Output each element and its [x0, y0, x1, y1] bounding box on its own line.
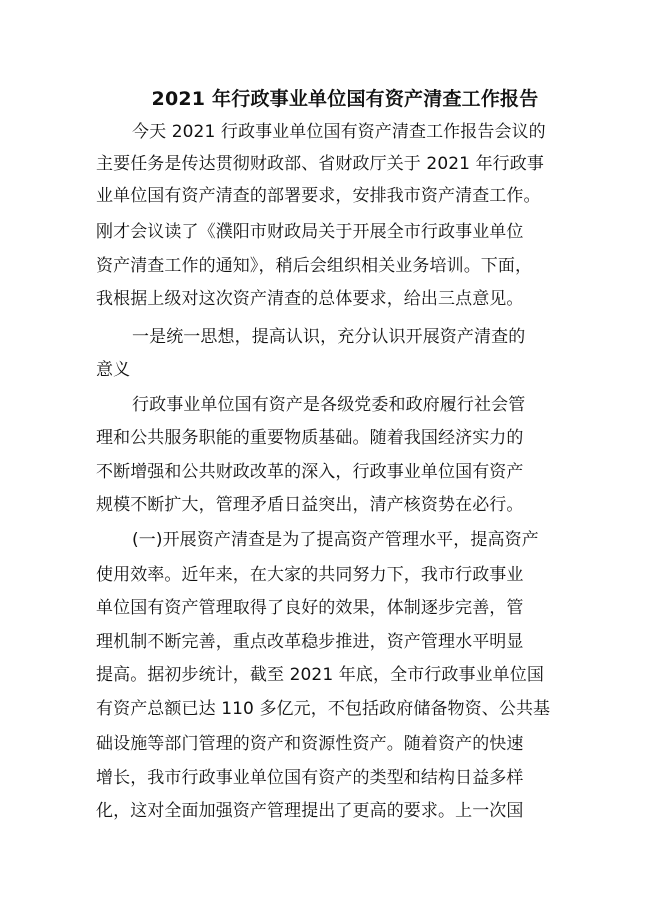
paragraph-line: 有资产总额已达 110 多亿元，不包括政府储备物资、公共基	[96, 699, 551, 719]
paragraph-line: 意义	[96, 360, 131, 380]
paragraph-line: 理和公共服务职能的重要物质基础。随着我国经济实力的	[96, 428, 524, 448]
paragraph-line: 础设施等部门管理的资产和资源性资产。随着资产的快速	[96, 734, 524, 754]
paragraph-line: 刚才会议读了《濮阳市财政局关于开展全市行政事业单位	[96, 222, 524, 242]
paragraph-line: 今天 2021 行政事业单位国有资产清查工作报告会议的	[132, 122, 546, 142]
paragraph-line: 增长，我市行政事业单位国有资产的类型和结构日益多样	[96, 768, 524, 788]
paragraph-line: 资产清查工作的通知》，稍后会组织相关业务培训。下面，	[96, 256, 533, 276]
paragraph-line: 主要任务是传达贯彻财政部、省财政厅关于 2021 年行政事	[96, 154, 544, 174]
paragraph-line: 行政事业单位国有资产是各级党委和政府履行社会管	[132, 395, 526, 415]
document-title: 2021 年行政事业单位国有资产清查工作报告	[151, 88, 539, 110]
paragraph-line: 一是统一思想，提高认识，充分认识开展资产清查的	[132, 327, 526, 347]
paragraph-line: (一)开展资产清查是为了提高资产管理水平，提高资产	[132, 530, 539, 550]
paragraph-line: 单位国有资产管理取得了良好的效果，体制逐步完善，管	[96, 598, 524, 618]
paragraph-line: 使用效率。近年来，在大家的共同努力下，我市行政事业	[96, 565, 524, 585]
paragraph-line: 化，这对全面加强资产管理提出了更高的要求。上一次国	[96, 801, 524, 821]
paragraph-line: 业单位国有资产清查的部署要求，安排我市资产清查工作。	[96, 186, 541, 206]
paragraph-line: 不断增强和公共财政改革的深入，行政事业单位国有资产	[96, 462, 524, 482]
paragraph-line: 理机制不断完善，重点改革稳步推进，资产管理水平明显	[96, 632, 524, 652]
paragraph-line: 规模不断扩大，管理矛盾日益突出，清产核资势在必行。	[96, 495, 524, 515]
paragraph-line: 提高。据初步统计，截至 2021 年底，全市行政事业单位国	[96, 665, 544, 685]
paragraph-line: 我根据上级对这次资产清查的总体要求，给出三点意见。	[96, 289, 524, 309]
